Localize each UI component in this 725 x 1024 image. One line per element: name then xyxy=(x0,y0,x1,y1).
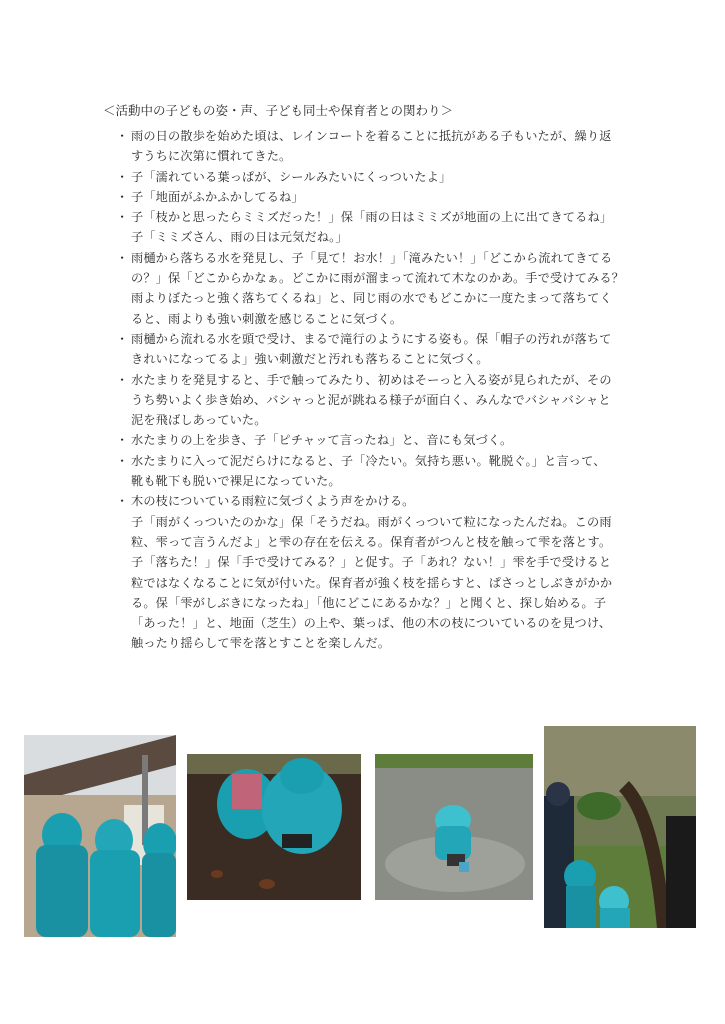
observation-line: 子「ミミズさん、雨の日は元気だね。」 xyxy=(131,230,348,245)
bullet-mark: ・ xyxy=(116,453,129,468)
observation-line: 粒、雫って言うんだよ」と雫の存在を伝える。保育者がつんと枝を触って雫を落とす。 xyxy=(131,534,612,549)
photo-puddle xyxy=(375,754,533,900)
observation-line: 雨樋から流れる水を頭で受け、まるで滝行のようにする姿も。保「帽子の汚れが落ちて xyxy=(131,331,612,346)
observation-item xyxy=(116,126,636,167)
photo-tree-branch xyxy=(544,726,696,928)
observation-line: 靴も靴下も脱いで裸足になっていた。 xyxy=(131,474,341,489)
observation-line: 粒ではなくなることに気が付いた。保育者が強く枝を揺らすと、ぱさっとしぶきがかか xyxy=(131,575,613,590)
bullet-mark: ・ xyxy=(116,210,129,225)
observation-line: 触ったり揺らして雫を落とすことを楽しんだ。 xyxy=(131,636,391,651)
observation-item xyxy=(116,451,636,492)
observation-line: る。保「雫がしぶきになったね」「他にどこにあるかな？」と聞くと、探し始める。子 xyxy=(131,595,607,610)
observation-line: 子「地面がふかふかしてるね」 xyxy=(131,189,304,204)
photo-rain-gutter xyxy=(24,735,176,937)
bullet-mark: ・ xyxy=(116,372,129,387)
bullet-mark: ・ xyxy=(116,250,129,265)
observation-line: 「あった！」と、地面（芝生）の上や、葉っぱ、他の木の枝についているのを見つけ、 xyxy=(131,616,612,631)
observation-line: ると、雨よりも強い刺激を感じることに気づく。 xyxy=(131,311,403,326)
observation-line: 雨の日の散歩を始めた頃は、レインコートを着ることに抵抗がある子もいたが、繰り返 xyxy=(131,129,612,143)
photo-wet-leaves xyxy=(187,754,361,900)
observation-line: 子「枝かと思ったらミミズだった！」保「雨の日はミミズが地面の上に出てきてるね」 xyxy=(131,210,613,225)
observation-line: きれいになってるよ」強い刺激だと汚れも落ちることに気づく。 xyxy=(131,352,489,367)
observation-item xyxy=(116,430,636,450)
observation-line: 水たまりを発見すると、手で触ってみたり、初めはそーっと入る姿が見られたが、その xyxy=(131,372,612,387)
observation-line: の？」保「どこからかなぁ。どこかに雨が溜まって流れて木なのかあ。手で受けてみる？ xyxy=(131,271,625,286)
observation-item xyxy=(116,329,636,370)
observation-line: 子「落ちた！」保「手で受けてみる？」と促す。子「あれ？ない！」雫を手で受けると xyxy=(131,555,612,570)
bullet-mark: ・ xyxy=(116,433,129,448)
observation-item xyxy=(116,167,636,187)
observation-line: 雨よりぼたっと強く落ちてくるね」と、同じ雨の水でもどこかに一度たまって落ちてく xyxy=(131,291,612,306)
observation-line: 雨樋から落ちる水を発見し、子「見て！お水！」「滝みたい！」「どこから流れてきてる xyxy=(131,250,613,265)
section-heading: ＜活動中の子どもの姿・声、子ども同士や保育者との関わり＞ xyxy=(103,103,454,118)
bullet-mark: ・ xyxy=(116,331,129,346)
observation-line: 子「濡れている葉っぱが、シールみたいにくっついたよ」 xyxy=(131,169,452,184)
observation-line: 子「雨がくっついたのかな」保「そうだね。雨がくっついて粒になったんだね。この雨 xyxy=(131,514,612,529)
observation-item xyxy=(116,370,636,431)
observation-item xyxy=(116,491,636,653)
bullet-mark: ・ xyxy=(116,189,129,204)
observation-line: 水たまりの上を歩き、子「ピチャッて言ったね」と、音にも気づく。 xyxy=(131,433,513,448)
observation-line: すうちに次第に慣れてきた。 xyxy=(131,149,292,164)
observation-line: 水たまりに入って泥だらけになると、子「冷たい。気持ち悪い。靴脱ぐ。」と言って、 xyxy=(131,453,606,468)
bullet-mark: ・ xyxy=(116,129,129,143)
bullet-mark: ・ xyxy=(116,169,129,184)
observation-line: 木の枝についている雨粒に気づくよう声をかける。 xyxy=(131,494,415,509)
observation-item xyxy=(116,207,636,248)
bullet-mark: ・ xyxy=(116,494,129,509)
observation-line: 泥を飛ばしあっていた。 xyxy=(131,413,267,428)
observation-line: うち勢いよく歩き始め、バシャっと泥が跳ねる様子が面白く、みんなでバシャバシャと xyxy=(131,392,611,407)
observation-list xyxy=(116,126,636,654)
observation-item xyxy=(116,187,636,207)
observation-item xyxy=(116,248,636,329)
